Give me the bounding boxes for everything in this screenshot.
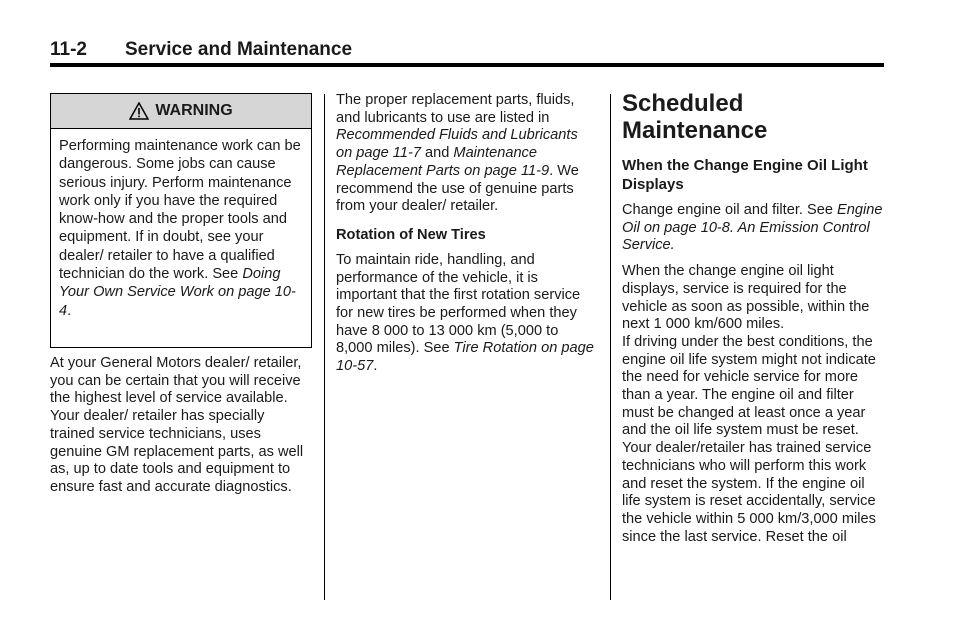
- oil-light-paragraph: When the change engine oil light displays, service is required for the vehicle as soon as possible, within the next 1 000 km/600 miles.: [622, 263, 870, 333]
- header-rule: [50, 63, 884, 67]
- column-divider-1: [324, 94, 325, 600]
- rotation-heading: Rotation of New Tires: [336, 226, 486, 243]
- rotation-paragraph: [336, 252, 598, 376]
- emission-control-note: An Emission Control Service.: [622, 219, 870, 254]
- text-run: To maintain ride, handling, and performance of the vehicle, it is important that the first rotation service for new tires be performed when they have 8 000 to 13 000 km (5,000 to 8,000 miles). See: [336, 251, 581, 357]
- fluids-cross-reference[interactable]: Recommended Fluids and Lubricants on page 11-7: [336, 127, 578, 162]
- warning-text: Performing maintenance work can be dangerous. Some jobs can cause serious injury. Perform maintenance work only if you have the required know-how and the proper tools and equipment. If in doubt, see your dealer/ retailer to have a qualified technician do the work. See: [59, 138, 301, 283]
- oil-light-subheading: When the Change Engine Oil Light Displays: [622, 157, 868, 193]
- column-1: [50, 355, 312, 497]
- page-header: [50, 39, 884, 63]
- page-number: 11-2: [50, 39, 87, 60]
- parts-cross-reference[interactable]: Maintenance Replacement Parts on page 11-9: [336, 145, 550, 179]
- change-oil-paragraph: [622, 202, 884, 255]
- warning-box: [50, 93, 312, 348]
- warning-body: [51, 129, 311, 320]
- column-3: [622, 90, 884, 546]
- warning-cross-reference[interactable]: Doing Your Own Service Work on page 10-4: [59, 266, 296, 319]
- warning-text-end: .: [67, 302, 72, 319]
- column-2: [336, 92, 598, 376]
- text-run: The proper replacement parts, fluids, and lubricants to use are listed in: [336, 92, 575, 126]
- column-divider-2: [610, 94, 611, 600]
- text-run: .: [729, 219, 738, 236]
- text-run: . We recommend the use of genuine parts from your dealer/ retailer.: [336, 162, 579, 215]
- oil-life-paragraph: If driving under the best conditions, the engine oil life system might not indicate the need for vehicle service for more than a year. The engine oil and filter must be changed at least once a year and the oil life system must be reset. Your dealer/retailer has trained service technicians who will perform this work and reset the system. If the engine oil life system is reset accidentally, service the vehicle within 5 000 km/3,000 miles since the last service. Reset the oil: [622, 333, 876, 545]
- warning-title: WARNING: [155, 102, 233, 119]
- warning-triangle-icon: [129, 102, 149, 120]
- text-run: .: [373, 358, 378, 375]
- section-title: Service and Maintenance: [125, 39, 353, 60]
- tire-rotation-cross-reference[interactable]: Tire Rotation on page 10-57: [336, 340, 594, 375]
- dealer-paragraph: At your General Motors dealer/ retailer, you can be certain that you will receive the highest level of service available. Your dealer/ retailer has specially trained service technicians, uses genuine GM replacement parts, as well as, up to date tools and equipment to ensure fast and accurate diagnostics.: [50, 355, 304, 495]
- text-run: Change engine oil and filter. See: [622, 202, 838, 218]
- engine-oil-cross-reference[interactable]: Engine Oil on page 10-8: [622, 202, 883, 236]
- text-run: and: [420, 145, 454, 162]
- warning-header: [51, 94, 311, 129]
- scheduled-maintenance-title: Scheduled Maintenance: [622, 90, 768, 144]
- replacement-parts-paragraph: [336, 92, 598, 216]
